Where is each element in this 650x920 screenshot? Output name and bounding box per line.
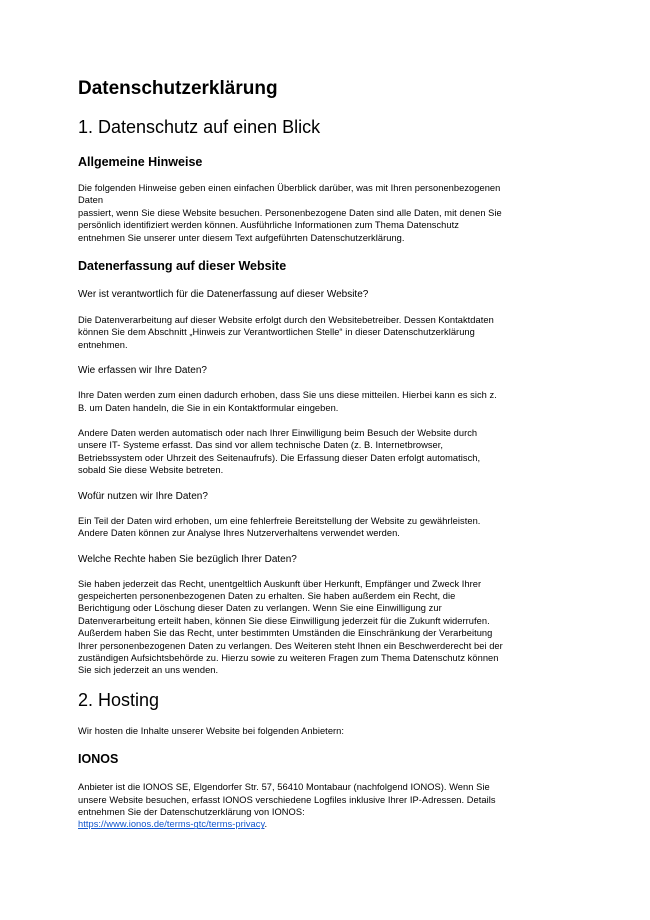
document-title: Datenschutzerklärung (78, 78, 278, 99)
answer-rights: Sie haben jederzeit das Recht, unentgeltlich Auskunft über Herkunft, Empfänger und Zweck Ihrer gespeicherten personenbezogenen Daten zu erhalten. Sie haben außerdem ein Recht, die Berichtigung oder Löschung dieser Daten zu verlangen. Wenn Sie eine Einwilligung zur Datenverarbeitung erteilt haben, können Sie diese Einwilligung jederzeit für die Zukunft widerrufen. Außerdem haben Sie das Recht, unter bestimmten Umständen die Einschränkung der Verarbeitung Ihrer personenbezogenen Daten zu verlangen. Des Weiteren steht Ihnen ein Beschwerderecht bei der zuständigen Aufsichtsbehörde zu. Hierzu sowie zu weiteren Fragen zum Thema Datenschutz können Sie sich jederzeit an uns wenden. (78, 578, 503, 676)
question-responsible: Wer ist verantwortlich für die Datenerfassung auf dieser Website? (78, 289, 369, 301)
general-notes-paragraph: Die folgenden Hinweise geben einen einfachen Überblick darüber, was mit Ihren personenbezogenen Daten passiert, wenn Sie diese Website besuchen. Personenbezogene Daten sind alle Daten, mit denen Sie persönlich identifiziert werden können. Ausführliche Informationen zum Thema Datenschutz entnehmen Sie unserer unter diesem Text aufgeführten Datenschutzerklärung. (78, 183, 502, 243)
question-how-collect: Wie erfassen wir Ihre Daten? (78, 365, 207, 377)
data-collection-heading: Datenerfassung auf dieser Website (78, 259, 287, 274)
question-usage: Wofür nutzen wir Ihre Daten? (78, 490, 208, 502)
hosting-intro: Wir hosten die Inhalte unserer Website bei folgenden Anbietern: (78, 725, 345, 736)
section-2-heading: 2. Hosting (78, 689, 160, 710)
answer-how-collect-2: Andere Daten werden automatisch oder nach Ihrer Einwilligung beim Besuch der Website durch unsere IT- Systeme erfasst. Das sind vor allem technische Daten (z. B. Internetbrowser, Betriebssystem oder Uhrzeit des Seitenaufrufs). Die Erfassung dieser Daten erfolgt automatisch, sobald Sie diese Website betreten. (78, 428, 481, 476)
answer-usage: Ein Teil der Daten wird erhoben, um eine fehlerfreie Bereitstellung der Website zu gewährleisten. Andere Daten können zur Analyse Ihres Nutzerverhaltens verwendet werden. (78, 515, 481, 539)
answer-responsible: Die Datenverarbeitung auf dieser Website erfolgt durch den Websitebetreiber. Dessen Kontaktdaten können Sie dem Abschnitt „Hinweis zur Verantwortlichen Stelle“ in dieser Datenschutzerklärung entnehmen. (78, 315, 494, 350)
section-1-heading: 1. Datenschutz auf einen Blick (78, 117, 321, 137)
ionos-privacy-link[interactable]: https://www.ionos.de/terms-gtc/terms-privacy (78, 819, 265, 830)
general-notes-heading: Allgemeine Hinweise (78, 155, 203, 169)
ionos-heading: IONOS (78, 752, 119, 767)
question-rights: Welche Rechte haben Sie bezüglich Ihrer Daten? (78, 553, 297, 565)
answer-how-collect-1: Ihre Daten werden zum einen dadurch erhoben, dass Sie uns diese mitteilen. Hierbei kann es sich z. B. um Daten handeln, die Sie in ein Kontaktformular eingeben. (78, 390, 497, 413)
ionos-paragraph: Anbieter ist die IONOS SE, Elgendorfer Str. 57, 56410 Montabaur (nachfolgend IONOS). Wenn Sie unsere Website besuchen, erfasst IONOS verschiedene Logfiles inklusive Ihrer IP-Adressen. Details entnehmen Sie der Datenschutzerklärung von IONOS: https://www.ionos.de/terms-gtc/terms-privacy. (78, 782, 496, 830)
